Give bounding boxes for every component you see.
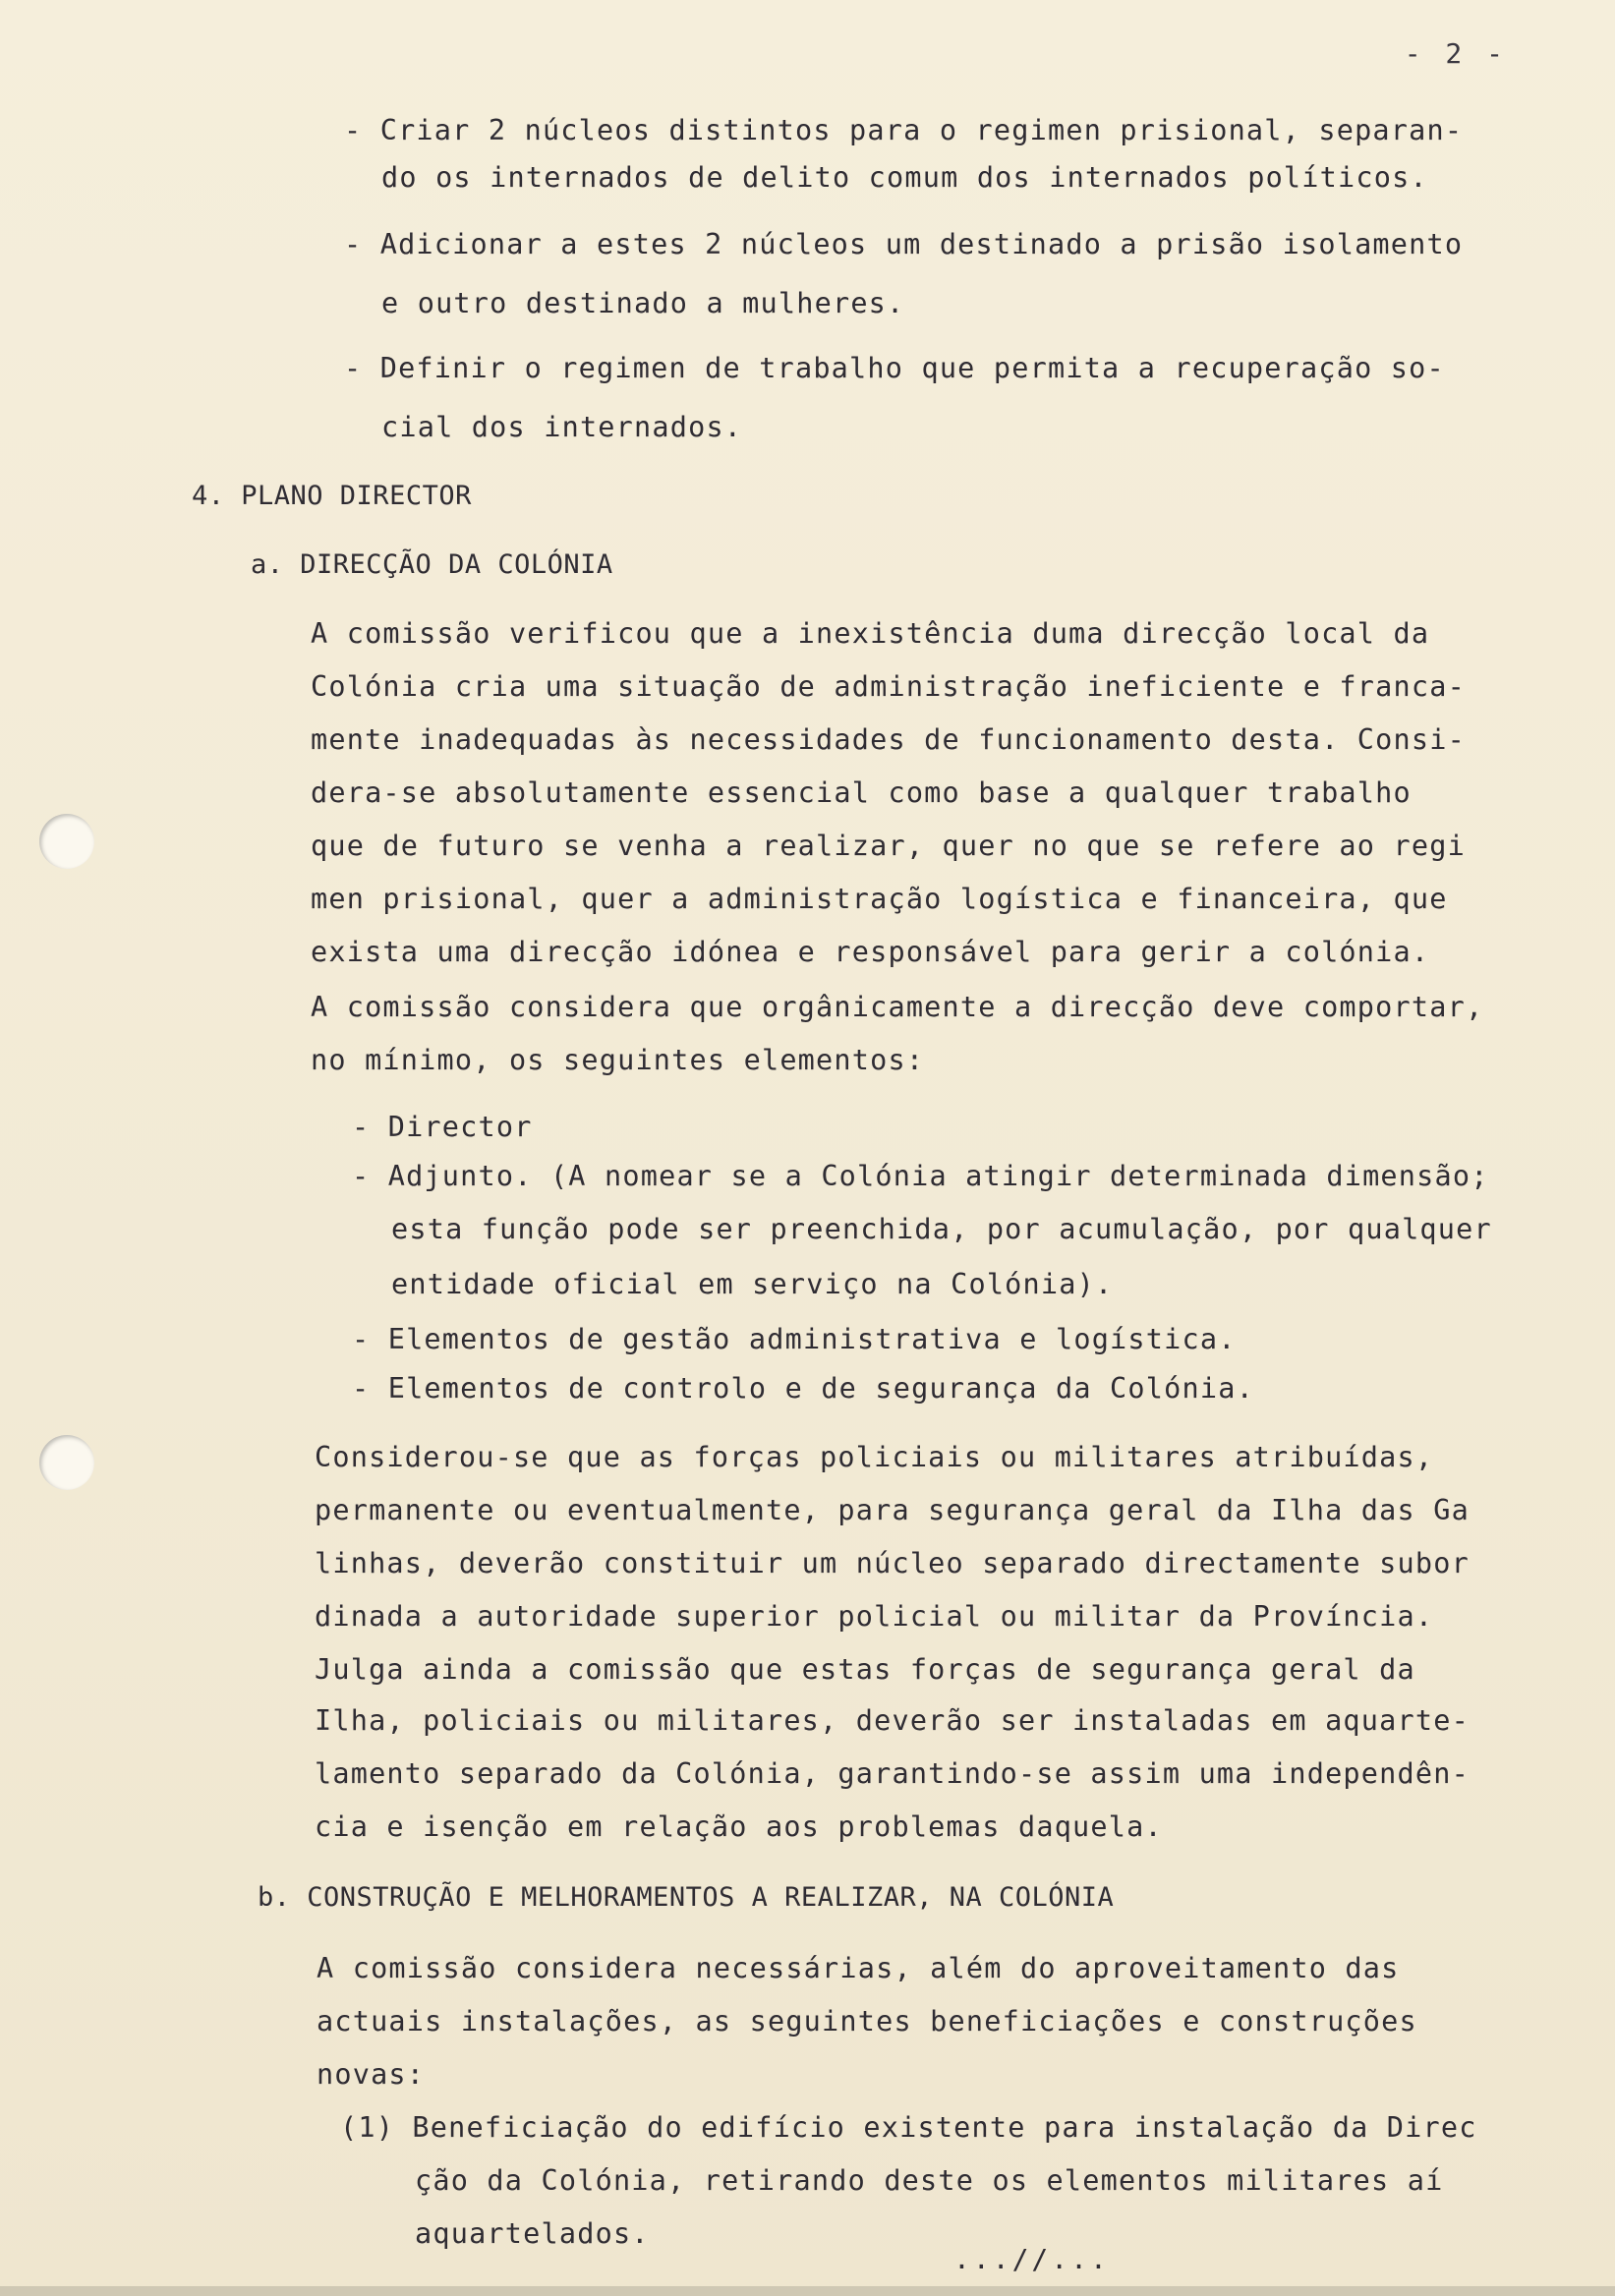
item1-line-3: aquartelados.	[415, 2217, 650, 2250]
para2-line-8: cia e isenção em relação aos problemas daquela.	[315, 1810, 1163, 1843]
continuation-mark: ...//...	[953, 2243, 1110, 2275]
bullet-1-line-2: do os internados de delito comum dos internados políticos.	[381, 161, 1428, 194]
bullet-2-line-2: e outro destinado a mulheres.	[381, 287, 905, 319]
para2-line-7: lamento separado da Colónia, garantindo-se assim uma independên-	[315, 1757, 1470, 1790]
para2-line-5: Julga ainda a comissão que estas forças de segurança geral da	[315, 1653, 1415, 1686]
section-4-heading: 4. PLANO DIRECTOR	[192, 481, 472, 511]
bullet-3-line-1: - Definir o regimen de trabalho que permita a recuperação so-	[344, 352, 1445, 384]
bullet-2-line-1: - Adicionar a estes 2 núcleos um destinado a prisão isolamento	[344, 228, 1464, 260]
bullet-1-line-1: - Criar 2 núcleos distintos para o regimen prisional, separan-	[344, 114, 1464, 146]
punch-hole-top	[39, 814, 94, 869]
para1-line-3: mente inadequadas às necessidades de funcionamento desta. Consi-	[311, 723, 1466, 756]
para2-line-6: Ilha, policiais ou militares, deverão ser instaladas em aquarte-	[315, 1704, 1470, 1737]
para1-line-4: dera-se absolutamente essencial como base a qualquer trabalho	[311, 776, 1412, 809]
element-director: - Director	[352, 1111, 533, 1143]
item1-line-2: ção da Colónia, retirando deste os elementos militares aí	[415, 2164, 1444, 2197]
para1-line-8: A comissão considera que orgânicamente a direcção deve comportar,	[311, 991, 1484, 1023]
para2-line-2: permanente ou eventualmente, para segurança geral da Ilha das Ga	[315, 1494, 1470, 1526]
para2-line-4: dinada a autoridade superior policial ou militar da Província.	[315, 1600, 1434, 1633]
item1-line-1: (1) Beneficiação do edifício existente para instalação da Direc	[340, 2111, 1477, 2144]
para1-line-2: Colónia cria uma situação de administração ineficiente e franca-	[311, 670, 1466, 703]
para2-line-1: Considerou-se que as forças policiais ou militares atribuídas,	[315, 1441, 1434, 1473]
element-gestao: - Elementos de gestão administrativa e logística.	[352, 1323, 1237, 1355]
para1-line-9: no mínimo, os seguintes elementos:	[311, 1044, 925, 1076]
element-adjunto-line-1: - Adjunto. (A nomear se a Colónia atingir determinada dimensão;	[352, 1160, 1489, 1192]
element-controlo: - Elementos de controlo e de segurança da Colónia.	[352, 1372, 1254, 1405]
element-adjunto-line-3: entidade oficial em serviço na Colónia).	[391, 1268, 1114, 1300]
para3-line-3: novas:	[317, 2058, 426, 2091]
para2-line-3: linhas, deverão constituir um núcleo separado directamente subor	[315, 1547, 1470, 1579]
element-adjunto-line-2: esta função pode ser preenchida, por acumulação, por qualquer	[391, 1213, 1492, 1245]
scan-edge	[0, 2286, 1615, 2296]
para3-line-2: actuais instalações, as seguintes beneficiações e construções	[317, 2005, 1417, 2038]
para1-line-1: A comissão verificou que a inexistência duma direcção local da	[311, 617, 1430, 650]
section-b-heading: b. CONSTRUÇÃO E MELHORAMENTOS A REALIZAR, NA COLÓNIA	[258, 1882, 1115, 1913]
punch-hole-bottom	[39, 1435, 94, 1490]
para1-line-6: men prisional, quer a administração logística e financeira, que	[311, 883, 1448, 915]
bullet-3-line-2: cial dos internados.	[381, 411, 743, 443]
para3-line-1: A comissão considera necessárias, além do aproveitamento das	[317, 1952, 1400, 1984]
section-a-heading: a. DIRECÇÃO DA COLÓNIA	[251, 549, 613, 580]
page-number: - 2 -	[1404, 37, 1507, 70]
para1-line-5: que de futuro se venha a realizar, quer no que se refere ao regi	[311, 830, 1466, 862]
para1-line-7: exista uma direcção idónea e responsável para gerir a colónia.	[311, 936, 1430, 968]
